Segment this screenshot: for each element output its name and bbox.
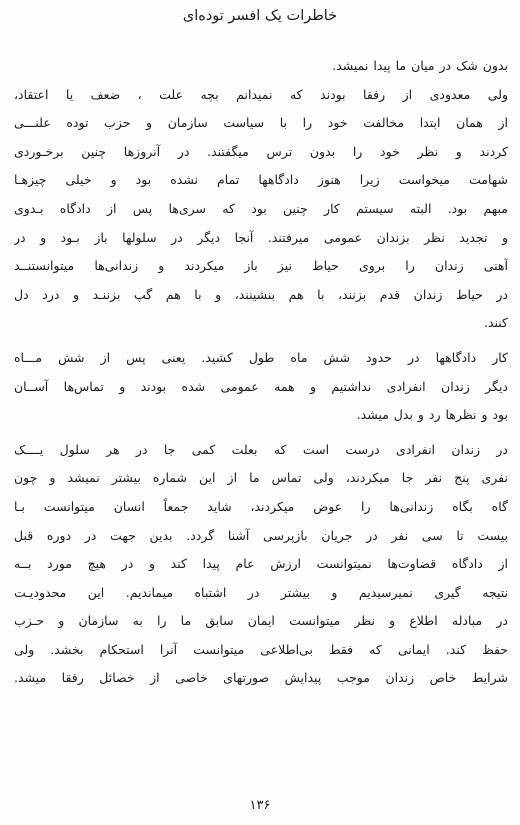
text-line: شرایط خاص زندان موجب پیدایش صورتهای خاصی از خصائل رفقا میشد. (14, 670, 508, 686)
text-line: از همان ابتدا مخالفت خود را با سیاست سازمان و حزب توده علنـــی (14, 115, 508, 131)
page-title: خاطرات یک افسر توده‌ای (182, 8, 338, 24)
text-line: آهنی زندان را بروی حیاط نیز باز میکردند و زندانی‌ها میتوانستنــد (14, 258, 508, 274)
text-line: کار دادگاهها در حدود شش ماه طول کشید. یعنی پس از شش مـــاه (14, 349, 508, 365)
text-line: گاه بگاه زندانی‌ها را عوض میکردند، شاید جمعاً انسان میتوانست بـا (14, 498, 508, 514)
text-line: از دادگاه قضاوت‌ها نمیتوانست ارزش عام پیدا کند و در هیچ مورد بــه (14, 556, 508, 572)
text-line: نفری پنج نفر جا میکردند، ولی تماس ما از این شماره بیشتر نمیشد و چون (14, 470, 508, 486)
text-line: در مبادله اطلاع و نظر میتوانست ایمان سابق ما را به سازمان و حـزب (14, 613, 508, 629)
text-line: شهامت میخواست زیرا هنوز دادگاهها تمام نشده بود و خیلی چیزهـا (14, 172, 508, 188)
text-line: و تجدید نظر بزندان عمومی میرفتند. آنجا دیگر در سلولها باز بـود و در (14, 229, 508, 245)
page-number: ۱۳۶ (249, 798, 271, 813)
text-line: بیست تا سی نفر در جریان بازپرسی آشنا گردد. بدین جهت در دوره قبل (14, 527, 508, 543)
body-text (14, 52, 508, 693)
text-line: دیگر زندان انفرادی نداشتیم و همه عمومی شده بودند و تماس‌ها آســان (14, 378, 508, 394)
text-line: در حیاط زندان قدم بزنند، با هم بنشینند، و با هم گپ بزننـد و درد دل (14, 286, 508, 302)
text-line: حفظ کند. ایمانی که فقط بی‌اطلاعی میتوانست آنرا استحکام بخشد. ولی (14, 641, 508, 657)
text-line: ولی معدودی از رفقا بودند که نمیدانم بچه علت ، ضعف یا اعتقاد، (14, 86, 508, 102)
text-line: مبهم بود. البته سیستم کار چنین بود که سری‌ها پس از دادگاه بـدوی (14, 200, 508, 216)
text-line: در زندان انفرادی درست است که بعلت کمی جا در هر سلول یــــک (14, 441, 508, 457)
text-line: بود و نظرها رد و بدل میشد. (356, 407, 508, 423)
text-line: نتیجه گیری نمیرسیدیم و بیشتر در اشتباه میماندیم. این محدودیـت (14, 584, 508, 600)
text-line: کنند. (483, 315, 508, 331)
text-line: بدون شک در میان ما پیدا نمیشد. (332, 58, 508, 73)
text-line: کردند و نظر خود را بدون ترس میگفتند. در آنروزها چنین برخـوردی (14, 143, 508, 159)
